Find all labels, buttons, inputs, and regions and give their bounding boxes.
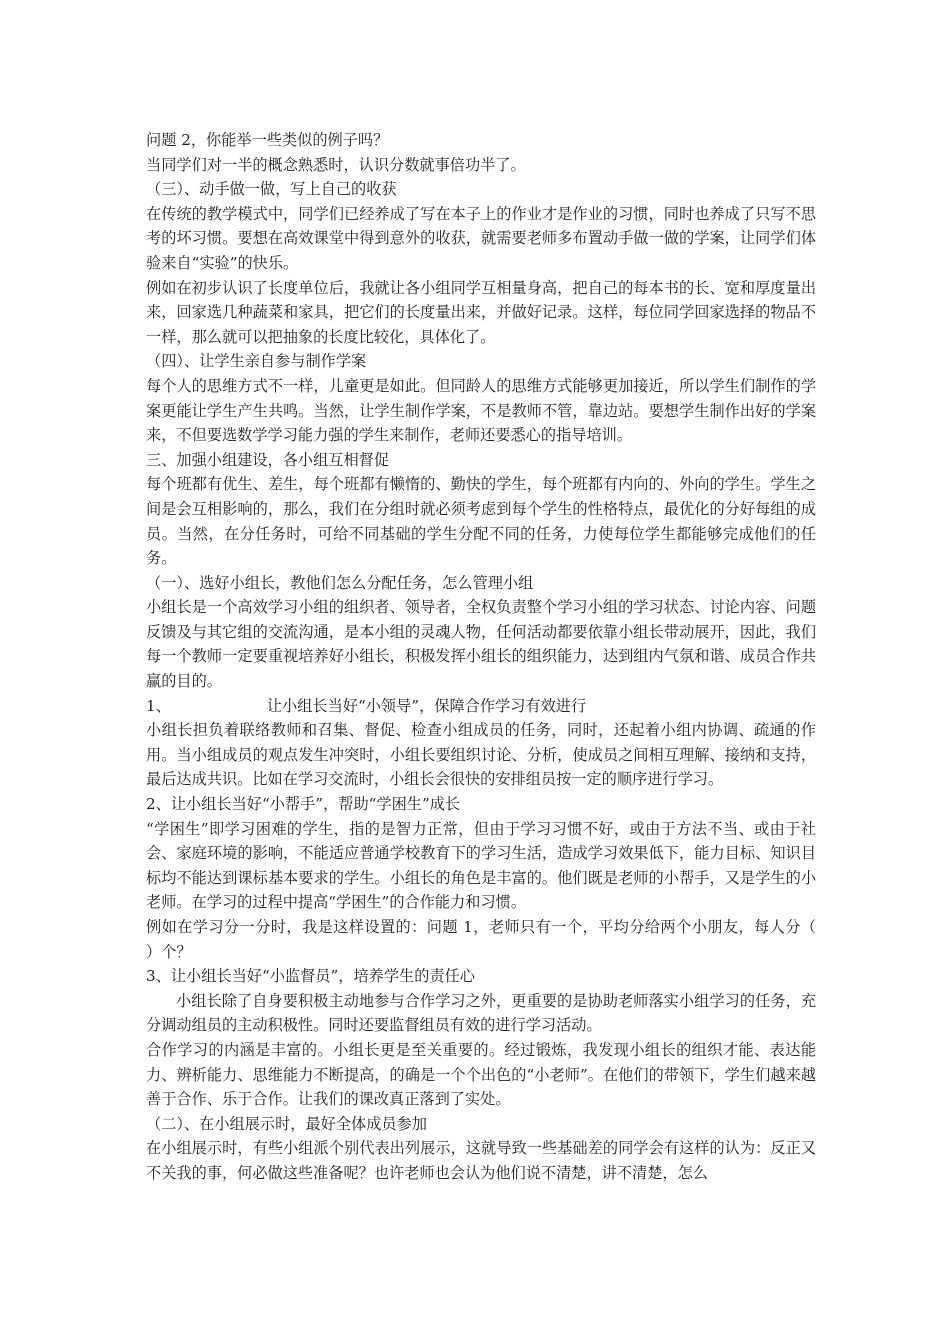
numbered-heading: 2、让小组长当好“小帮手”，帮助“学困生”成长 bbox=[146, 795, 461, 814]
paragraph: “学困生”即学习困难的学生，指的是智力正常，但由于学习习惯不好，或由于方法不当、或由于社会、家庭环境的影响，不能适应普通学校教育下的学习生活，造成学习效果低下，能力目标、知识目标均不能达到课标基本要求的学生。小组长的角色是丰富的。他们既是老师的小帮手，又是学生的小老师。在学习的过程中提高“学困生”的合作能力和习惯。 bbox=[146, 819, 816, 912]
document-body bbox=[146, 128, 862, 1186]
numbered-heading bbox=[146, 694, 816, 719]
paragraph: 合作学习的内涵是丰富的。小组长更是至关重要的。经过锻炼，我发现小组长的组织才能、表达能力、辨析能力、思维能力不断提高，的确是一个个出色的“小老师”。在他们的带领下，学生们越来越善于合作、乐于合作。让我们的课改真正落到了实处。 bbox=[146, 1040, 816, 1109]
heading-text: 让小组长当好“小领导”，保障合作学习有效进行 bbox=[266, 696, 587, 715]
paragraph: 在传统的教学模式中，同学们已经养成了写在本子上的作业才是作业的习惯，同时也养成了只写不思考的坏习惯。要想在高效课堂中得到意外的收获，就需要老师多布置动手做一做的学案，让同学们体验来自“实验”的快乐。 bbox=[146, 204, 816, 272]
section-heading: （三）、动手做一做，写上自己的收获 bbox=[146, 180, 397, 199]
paragraph: 问题 2，你能举一些类似的例子吗？ bbox=[146, 131, 389, 149]
paragraph: 当同学们对一半的概念熟悉时，认识分数就事倍功半了。 bbox=[146, 155, 526, 174]
paragraph: 小组长除了自身要积极主动地参与合作学习之外，更重要的是协助老师落实小组学习的任务，充分调动组员的主动积极性。同时还要监督组员有效的进行学习活动。 bbox=[146, 991, 816, 1035]
paragraph: 小组长是一个高效学习小组的组织者、领导者，全权负责整个学习小组的学习状态、讨论内容、问题反馈及与其它组的交流沟通，是本小组的灵魂人物，任何活动都要依靠小组长带动展开，因此，我们每一个教师一定要重视培养好小组长，积极发挥小组长的组织能力，达到组内气氛和谐、成员合作共赢的目的。 bbox=[146, 598, 816, 691]
paragraph: 每个人的思维方式不一样，儿童更是如此。但同龄人的思维方式能够更加接近，所以学生们制作的学案更能让学生产生共鸣。当然，让学生制作学案，不是教师不管，靠边站。要想学生制作出好的学案来，不但要选数学学习能力强的学生来制作，老师还要悉心的指导培训。 bbox=[146, 376, 816, 445]
section-heading: （一）、选好小组长，教他们怎么分配任务，怎么管理小组 bbox=[146, 573, 534, 592]
paragraph: 小组长担负着联络教师和召集、督促、检查小组成员的任务，同时，还起着小组内协调、疏通的作用。当小组成员的观点发生冲突时，小组长要组织讨论、分析，使成员之间相互理解、接纳和支持，最后达成共识。比如在学习交流时，小组长会很快的安排组员按一定的顺序进行学习。 bbox=[146, 721, 816, 789]
paragraph: 例如在初步认识了长度单位后，我就让各小组同学互相量身高，把自己的每本书的长、宽和厚度量出来，回家选几种蔬菜和家具，把它们的长度量出来，并做好记录。这样，每位同学回家选择的物品不一样，那么就可以把抽象的长度比较化，具体化了。 bbox=[146, 278, 816, 346]
section-heading: 三、加强小组建设，各小组互相督促 bbox=[146, 450, 389, 469]
section-heading: （四）、让学生亲自参与制作学案 bbox=[146, 352, 367, 371]
paragraph: 例如在学习分一分时，我是这样设置的：问题 1，老师只有一个，平均分给两个小朋友，每人分（ ）个？ bbox=[146, 918, 862, 961]
heading-number: 1、 bbox=[146, 696, 171, 715]
section-heading: （二）、在小组展示时，最好全体成员参加 bbox=[146, 1114, 427, 1133]
paragraph: 每个班都有优生、差生，每个班都有懒惰的、勤快的学生，每个班都有内向的、外向的学生。学生之间是会互相影响的，那么，我们在分组时就必须考虑到每个学生的性格特点，最优化的分好每组的成员。当然，在分任务时，可给不同基础的学生分配不同的任务，力使每位学生都能够完成他们的任务。 bbox=[146, 475, 816, 568]
paragraph: 在小组展示时，有些小组派个别代表出列展示，这就导致一些基础差的同学会有这样的认为：反正又不关我的事，何必做这些准备呢？也许老师也会认为他们说不清楚，讲不清楚，怎么 bbox=[146, 1139, 816, 1182]
numbered-heading: 3、让小组长当好“小监督员”，培养学生的责任心 bbox=[146, 967, 475, 986]
